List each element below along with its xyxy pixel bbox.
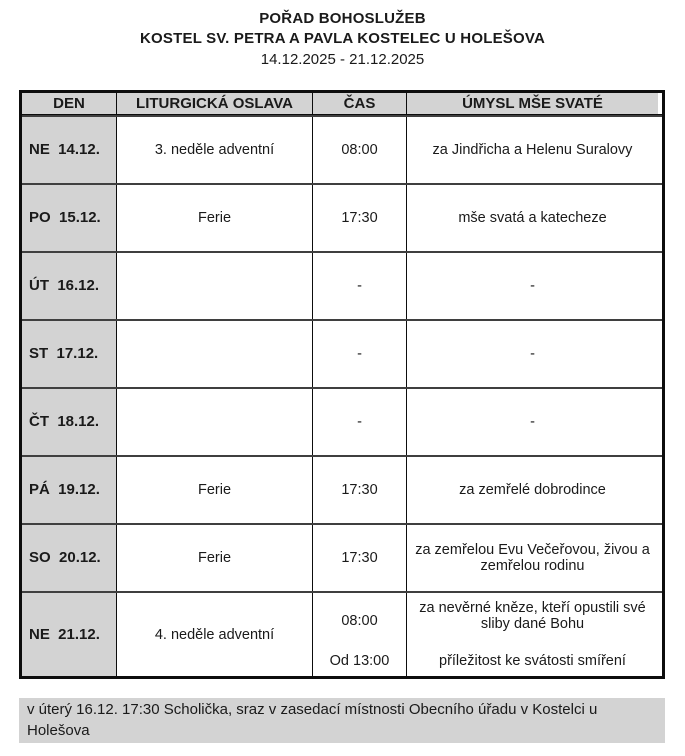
oslava-cell: Ferie [116,457,312,523]
cas-morning: 08:00 [341,613,378,629]
oslava-cell [116,253,312,319]
cas-cell: - [312,389,406,455]
document-title: POŘAD BOHOSLUŽEB [259,10,426,27]
umysl-morning: za nevěrné kněze, kteří opustili své sliby dané Bohu [419,600,646,632]
church-name: KOSTEL SV. PETRA A PAVLA KOSTELEC U HOLEŠOVA [140,30,545,47]
cas-cell [312,593,406,676]
table-row-so-20 [22,523,662,591]
oslava-cell: Ferie [116,525,312,591]
umysl-cell [406,593,658,676]
cas-cell: 17:30 [312,525,406,591]
umysl-cell: za zemřelé dobrodince [406,457,658,523]
day-cell: NE 21.12. [22,593,116,676]
table-row-ne-14 [22,115,662,183]
column-header-umysl: ÚMYSL MŠE SVATÉ [406,93,658,114]
umysl-cell: - [406,253,658,319]
column-header-cas: ČAS [312,93,406,114]
umysl-afternoon: příležitost ke svátosti smíření [439,653,626,669]
day-cell: SO 20.12. [22,525,116,591]
date-range: 14.12.2025 - 21.12.2025 [260,51,425,68]
umysl-cell: - [406,321,658,387]
cas-cell: - [312,253,406,319]
table-header-row [22,93,662,115]
umysl-cell: za zemřelou Evu Večeřovou, živou a zemřelou rodinu [406,525,658,591]
table-row-po-15 [22,183,662,251]
cas-cell: 17:30 [312,185,406,251]
cas-cell: 17:30 [312,457,406,523]
table-row-st-17 [22,319,662,387]
day-cell: ÚT 16.12. [22,253,116,319]
cas-cell: 08:00 [312,117,406,183]
footer-note: v úterý 16.12. 17:30 Scholička, sraz v zasedací místnosti Obecního úřadu v Kostelci u Holešova [19,698,665,743]
table-row-pa-19 [22,455,662,523]
oslava-cell [116,389,312,455]
umysl-cell: za Jindřicha a Helenu Suralovy [406,117,658,183]
umysl-cell: - [406,389,658,455]
day-cell: PÁ 19.12. [22,457,116,523]
umysl-cell: mše svatá a katecheze [406,185,658,251]
document-header [0,0,685,70]
oslava-cell: Ferie [116,185,312,251]
schedule-table [19,90,665,679]
table-row-ut-16 [22,251,662,319]
day-cell: NE 14.12. [22,117,116,183]
day-cell: PO 15.12. [22,185,116,251]
oslava-cell: 3. neděle adventní [116,117,312,183]
day-cell: ČT 18.12. [22,389,116,455]
cas-afternoon: Od 13:00 [329,653,390,669]
column-header-den: DEN [22,93,116,114]
schedule-content [19,90,665,679]
column-header-oslava: LITURGICKÁ OSLAVA [116,93,312,114]
day-cell: ST 17.12. [22,321,116,387]
oslava-cell: 4. neděle adventní [116,593,312,676]
table-row-ne-21 [22,591,662,676]
table-row-ct-18 [22,387,662,455]
oslava-cell [116,321,312,387]
cas-cell: - [312,321,406,387]
